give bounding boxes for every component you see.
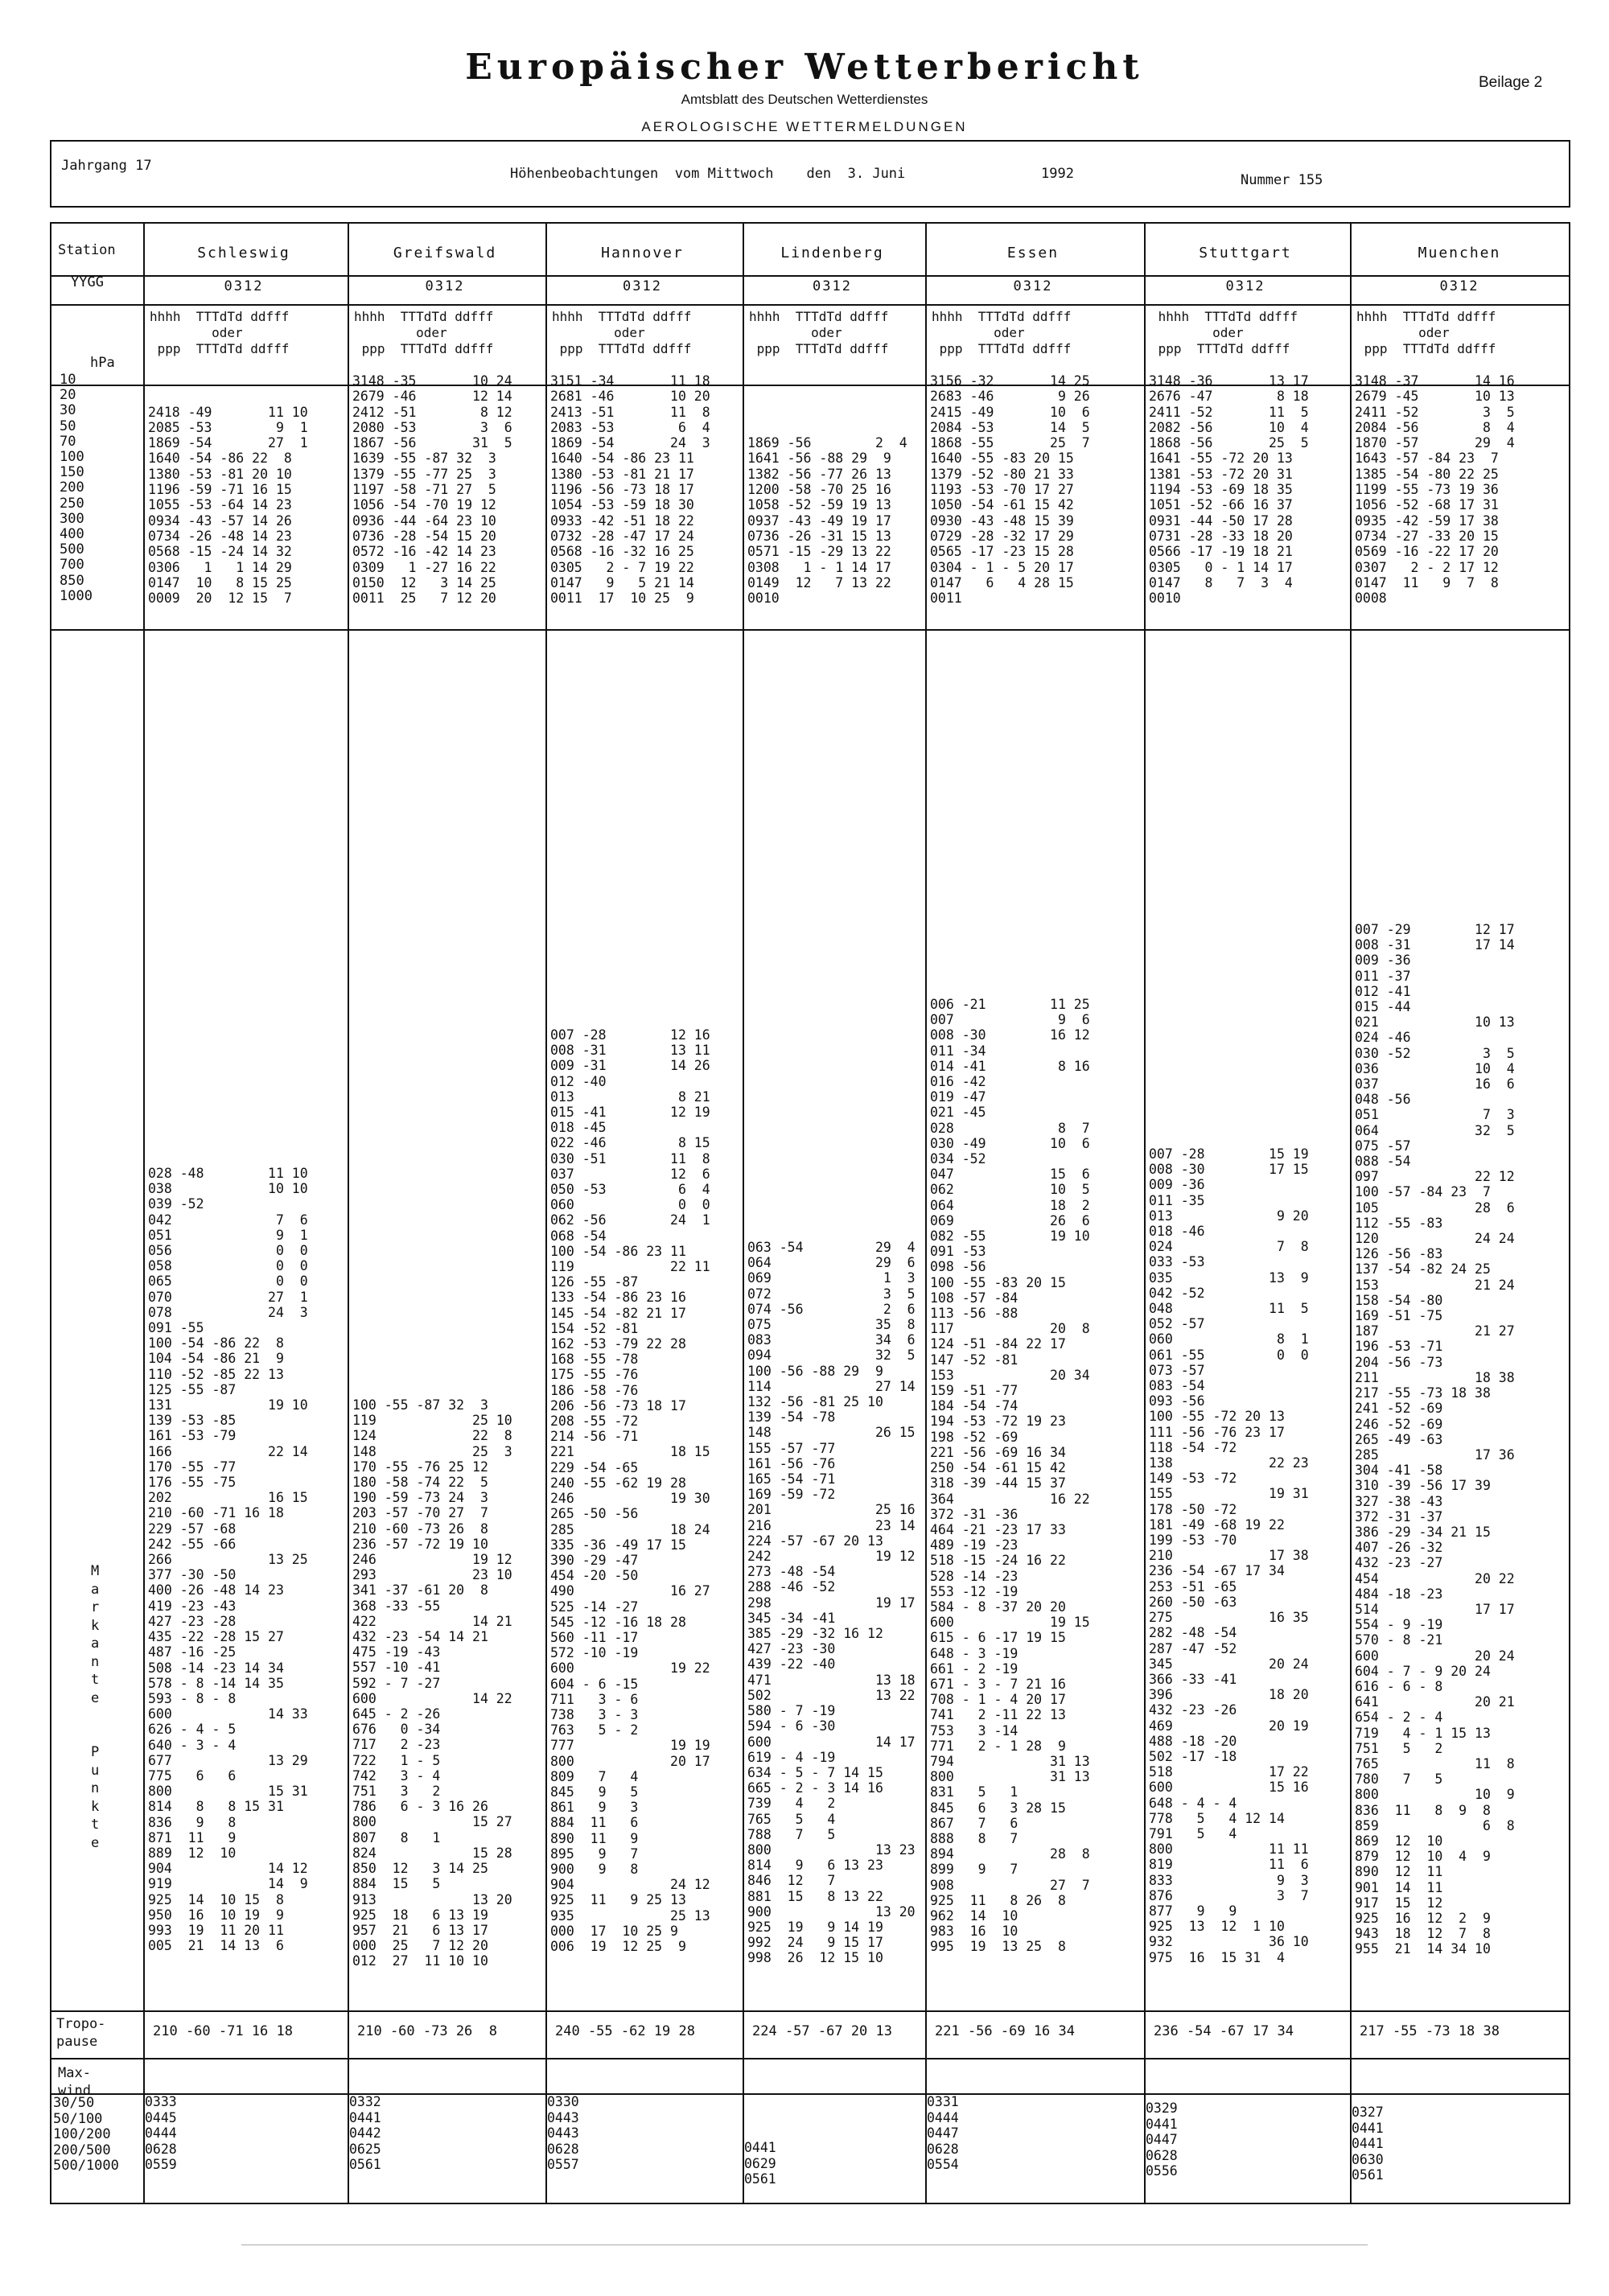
station-column-divider: [143, 224, 145, 2203]
station-name: Schleswig: [197, 245, 290, 261]
section-title: AEROLOGISCHE WETTERMELDUNGEN: [641, 119, 968, 134]
tropopause-label: Tropo- pause: [56, 2016, 106, 2050]
station-label: Station: [58, 242, 116, 258]
pressure-levels: 10 20 30 50 70 100 150 200 250 300 400 500 700 850 1000: [60, 372, 93, 604]
column-header: hhhh TTTdTd ddfff oder ppp TTTdTd ddfff: [150, 309, 290, 356]
column-header: hhhh TTTdTd ddfff oder ppp TTTdTd ddfff: [932, 309, 1072, 356]
station-column-divider: [1350, 224, 1352, 2203]
column-header: hhhh TTTdTd ddfff oder ppp TTTdTd ddfff: [354, 309, 494, 356]
hpa-label: hPa: [90, 355, 115, 371]
station-yygg: 0312: [1013, 278, 1053, 294]
tropopause-value: 236 -54 -67 17 34: [1154, 2023, 1294, 2039]
tropopause-value: 221 -56 -69 16 34: [935, 2023, 1075, 2039]
table-row-divider: [51, 2093, 1569, 2095]
tropopause-value: 224 -57 -67 20 13: [752, 2023, 892, 2039]
maxwind-values: 0327 0441 0441 0630 0561: [1352, 2105, 1384, 2183]
significant-points: 007 -29 12 17 008 -31 17 14 009 -36 011 -37 012 -41 015 -44 021 10 13 024 -46 030 -52 3 5 036 10 4 037 16 6 048 -56 051 7 3 064 32 5 075 -57 088 -54 097 22 12 100 -57 -84 23 7 105 28 6 112 -55 -83 120 24 24 126 -56 -83 137 -54 -82 24 25 153 21 24 158 -54 -80 169 -51 -75 187 21 27 196 -53 -71 204 -56 -73 211 18 38 217 -55 -73 18 38 241 -52 -69 246 -52 -69 265 -49 -63 285 17 36 304 -41 -58 310 -39 -56 17 39 327 -38 -43 372 -31 -37 386 -29 -34 21 15 407 -26 -32 432 -23 -27 454 20 22 484 -18 -23 514 17 17 554 - 9 -19 570 - 8 -21 600 20 24 604 - 7 - 9 20 24 616 - 6 - 8 641 20 21 654 - 2 - 4 719 4 - 1 15 13 751 5 2 765 11 8 780 7 5 800 10 9 836 11 8 9 8 859 6 8 869 12 10 879 12 10 4 9 890 12 11 901 14 11 917 15 12 925 16 12 2 9 943 18 12 7 8 955 21 14 34 10: [1355, 922, 1515, 1957]
significant-points: 006 -21 11 25 007 9 6 008 -30 16 12 011 -34 014 -41 8 16 016 -42 019 -47 021 -45 028 8 7 030 -49 10 6 034 -52 047 15 6 062 10 5 064 18 2 069 26 6 082 -55 19 10 091 -53 098 -56 100 -55 -83 20 15 108 -57 -84 113 -56 -88 117 20 8 124 -51 -84 22 17 147 -52 -81 153 20 34 159 -51 -77 184 -54 -74 194 -53 -72 19 23 198 -52 -69 221 -56 -69 16 34 250 -54 -61 15 42 318 -39 -44 15 37 364 16 22 372 -31 -36 464 -21 -23 17 33 489 -19 -23 518 -15 -24 16 22 528 -14 -23 553 -12 -19 584 - 8 -37 20 20 600 19 15 615 - 6 -17 19 15 648 - 3 -19 661 - 2 -19 671 - 3 - 7 21 16 708 - 1 - 4 20 17 741 2 -11 22 13 753 3 -14 771 2 - 1 28 9 794 31 13 800 31 13 831 5 1 845 6 3 28 15 867 7 6 888 8 7 894 28 8 899 9 7 908 27 7 925 11 8 26 8 962 14 10 983 16 10 995 19 13 25 8: [930, 997, 1090, 1955]
page-title: Europäischer Wetterbericht: [465, 47, 1144, 88]
tropopause-value: 217 -55 -73 18 38: [1360, 2023, 1500, 2039]
beilage-label: Beilage 2: [1479, 74, 1543, 91]
station-column-divider: [743, 224, 744, 2203]
tropopause-value: 210 -60 -71 16 18: [153, 2023, 293, 2039]
tropopause-value: 240 -55 -62 19 28: [555, 2023, 695, 2039]
station-column-divider: [545, 224, 547, 2203]
maxwind-values: 0441 0629 0561: [744, 2140, 776, 2187]
tropopause-value: 210 -60 -73 26 8: [357, 2023, 497, 2039]
maxwind-levels: 30/50 50/100 100/200 200/500 500/1000: [53, 2095, 119, 2174]
nummer-label: Nummer 155: [1241, 172, 1323, 188]
station-name-divider: [51, 275, 1569, 277]
station-name: Stuttgart: [1199, 245, 1292, 261]
maxwind-label: Max- wind: [58, 2065, 91, 2099]
station-name: Hannover: [601, 245, 684, 261]
maxwind-values: 0332 0441 0442 0625 0561: [349, 2094, 381, 2172]
station-yygg: 0312: [623, 278, 662, 294]
issue-info-bar: [50, 140, 1570, 208]
jahrgang-label: Jahrgang 17: [61, 158, 152, 174]
table-row-divider: [51, 2058, 1569, 2059]
table-row-divider: [51, 2010, 1569, 2012]
year-label: 1992: [1041, 166, 1074, 182]
station-name: Lindenberg: [780, 245, 884, 261]
standard-levels: 2418 -49 11 10 2085 -53 9 1 1869 -54 27 1 1640 -54 -86 22 8 1380 -53 -81 20 10 1196 -59 -71 16 15 1055 -53 -64 14 23 0934 -43 -57 14 26 0734 -26 -48 14 23 0568 -15 -24 14 32 0306 1 1 14 29 0147 10 8 15 25 0009 20 12 15 7: [148, 404, 308, 607]
significant-points: 063 -54 29 4 064 29 6 069 1 3 072 3 5 074 -56 2 6 075 35 8 083 34 6 094 32 5 100 -56 -88 29 9 114 27 14 132 -56 -81 25 10 139 -54 -78 148 26 15 155 -57 -77 161 -56 -76 165 -54 -71 169 -59 -72 201 25 16 216 23 14 224 -57 -67 20 13 242 19 12 273 -48 -54 288 -46 -52 298 19 17 345 -34 -41 385 -29 -32 16 12 427 -23 -30 439 -22 -40 471 13 18 502 13 22 580 - 7 -19 594 - 6 -30 600 14 17 619 - 4 -19 634 - 5 - 7 14 15 665 - 2 - 3 14 16 739 4 2 765 5 4 788 7 5 800 13 23 814 9 6 13 23 846 12 7 881 15 8 13 22 900 13 20 925 19 9 14 19 992 24 9 15 17 998 26 12 15 10: [747, 1240, 916, 1966]
maxwind-values: 0329 0441 0447 0628 0556: [1146, 2101, 1178, 2179]
station-column-divider: [348, 224, 349, 2203]
standard-levels: 3151 -34 11 18 2681 -46 10 20 2413 -51 11 8 2083 -53 6 4 1869 -54 24 3 1640 -54 -86 23 11 1380 -53 -81 21 17 1196 -56 -73 18 17 1054 -53 -59 18 30 0933 -42 -51 18 22 0732 -28 -47 17 24 0568 -16 -32 16 25 0305 2 - 7 19 22 0147 9 5 21 14 0011 17 10 25 9: [550, 373, 710, 607]
observation-date: Höhenbeobachtungen vom Mittwoch den 3. Juni: [510, 166, 906, 182]
station-column-divider: [1144, 224, 1146, 2203]
station-yygg: 0312: [1439, 278, 1479, 294]
station-column-divider: [925, 224, 927, 2203]
table-row-divider: [51, 629, 1569, 631]
table-row-divider: [51, 304, 1569, 306]
standard-levels: 1869 -56 2 4 1641 -56 -88 29 9 1382 -56 -77 26 13 1200 -58 -70 25 16 1058 -52 -59 19 13 0937 -43 -49 19 17 0736 -26 -31 15 13 0571 -15 -29 13 22 0308 1 - 1 14 17 0149 12 7 13 22 0010: [747, 435, 907, 607]
maxwind-values: 0331 0444 0447 0628 0554: [927, 2094, 959, 2172]
station-yygg: 0312: [813, 278, 852, 294]
page-subtitle: Amtsblatt des Deutschen Wetterdienstes: [681, 92, 928, 107]
station-yygg: 0312: [425, 278, 465, 294]
markante-punkte-label: M a r k a n t e P u n k t e: [91, 1563, 100, 1851]
station-yygg: 0312: [1225, 278, 1265, 294]
station-yygg: 0312: [224, 278, 264, 294]
standard-levels: 3148 -37 14 16 2679 -45 10 13 2411 -52 3 5 2084 -56 8 4 1870 -57 29 4 1643 -57 -84 23 7 1385 -54 -80 22 25 1199 -55 -73 19 36 1056 -52 -68 17 31 0935 -42 -59 17 38 0734 -27 -33 20 15 0569 -16 -22 17 20 0307 2 - 2 17 12 0147 11 9 7 8 0008: [1355, 373, 1515, 607]
significant-points: 028 -48 11 10 038 10 10 039 -52 042 7 6 051 9 1 056 0 0 058 0 0 065 0 0 070 27 1 078 24 3 091 -55 100 -54 -86 22 8 104 -54 -86 21 9 110 -52 -85 22 13 125 -55 -87 131 19 10 139 -53 -85 161 -53 -79 166 22 14 170 -55 -77 176 -55 -75 202 16 15 210 -60 -71 16 18 229 -57 -68 242 -55 -66 266 13 25 377 -30 -50 400 -26 -48 14 23 419 -23 -43 427 -23 -28 435 -22 -28 15 27 487 -16 -25 508 -14 -23 14 34 578 - 8 -14 14 35 593 - 8 - 8 600 14 33 626 - 4 - 5 640 - 3 - 4 677 13 29 775 6 6 800 15 31 814 8 8 15 31 836 9 8 871 11 9 889 12 10 904 14 12 919 14 9 925 14 10 15 8 950 16 10 19 9 993 19 11 20 11 005 21 14 13 6: [148, 1166, 308, 1954]
station-name: Essen: [1006, 245, 1060, 261]
station-name: Muenchen: [1418, 245, 1501, 261]
column-header: hhhh TTTdTd ddfff oder ppp TTTdTd ddfff: [749, 309, 889, 356]
standard-levels: 3156 -32 14 25 2683 -46 9 26 2415 -49 10 6 2084 -53 14 5 1868 -55 25 7 1640 -55 -83 20 15 1379 -52 -80 21 33 1193 -53 -70 17 27 1050 -54 -61 15 42 0930 -43 -48 15 39 0729 -28 -32 17 29 0565 -17 -23 15 28 0304 - 1 - 5 20 17 0147 6 4 28 15 0011: [930, 373, 1090, 607]
significant-points: 007 -28 12 16 008 -31 13 11 009 -31 14 26 012 -40 013 8 21 015 -41 12 19 018 -45 022 -46 8 15 030 -51 11 8 037 12 6 050 -53 6 4 060 0 0 062 -56 24 1 068 -54 100 -54 -86 23 11 119 22 11 126 -55 -87 133 -54 -86 23 16 145 -54 -82 21 17 154 -52 -81 162 -53 -79 22 28 168 -55 -78 175 -55 -76 186 -58 -76 206 -56 -73 18 17 208 -55 -72 214 -56 -71 221 18 15 229 -54 -65 240 -55 -62 19 28 246 19 30 265 -50 -56 285 18 24 335 -36 -49 17 15 390 -29 -47 454 -20 -50 490 16 27 525 -14 -27 545 -12 -16 18 28 560 -11 -17 572 -10 -19 600 19 22 604 - 6 -15 711 3 - 6 738 3 - 3 763 5 - 2 777 19 19 800 20 17 809 7 4 845 9 5 861 9 3 884 11 6 890 11 9 895 9 7 900 9 8 904 24 12 925 11 9 25 13 935 25 13 000 17 10 25 9 006 19 12 25 9: [550, 1027, 710, 1954]
standard-levels: 3148 -36 13 17 2676 -47 8 18 2411 -52 11 5 2082 -56 10 4 1868 -56 25 5 1641 -55 -72 20 13 1381 -53 -72 20 31 1194 -53 -69 18 35 1051 -52 -66 16 37 0931 -44 -50 17 28 0731 -28 -33 18 20 0566 -17 -19 18 21 0305 0 - 1 14 17 0147 8 7 3 4 0010: [1149, 373, 1309, 607]
standard-levels: 3148 -35 10 24 2679 -46 12 14 2412 -51 8 12 2080 -53 3 6 1867 -56 31 5 1639 -55 -87 32 3 1379 -55 -77 25 3 1197 -58 -71 27 5 1056 -54 -70 19 12 0936 -44 -64 23 10 0736 -28 -54 15 20 0572 -16 -42 14 23 0309 1 -27 16 22 0150 12 3 14 25 0011 25 7 12 20: [352, 373, 512, 607]
significant-points: 007 -28 15 19 008 -30 17 15 009 -36 011 -35 013 9 20 018 -46 024 7 8 033 -53 035 13 9 042 -52 048 11 5 052 -57 060 8 1 061 -55 0 0 073 -57 083 -54 093 -56 100 -55 -72 20 13 111 -56 -76 23 17 118 -54 -72 138 22 23 149 -53 -72 155 19 31 178 -50 -72 181 -49 -68 19 22 199 -53 -70 210 17 38 236 -54 -67 17 34 253 -51 -65 260 -50 -63 275 16 35 282 -48 -54 287 -47 -52 345 20 24 366 -33 -41 396 18 20 432 -23 -26 469 20 19 488 -18 -20 502 -17 -18 518 17 22 600 15 16 648 - 4 - 4 778 5 4 12 14 791 5 4 800 11 11 819 11 6 833 9 3 876 3 7 877 9 9 925 13 12 1 10 932 36 10 975 16 15 31 4: [1149, 1146, 1309, 1965]
column-header: hhhh TTTdTd ddfff oder ppp TTTdTd ddfff: [1356, 309, 1496, 356]
yygg-label: YYGG: [71, 274, 104, 290]
maxwind-values: 0330 0443 0443 0628 0557: [547, 2094, 579, 2172]
maxwind-values: 0333 0445 0444 0628 0559: [145, 2094, 177, 2172]
significant-points: 100 -55 -87 32 3 119 25 10 124 22 8 148 25 3 170 -55 -76 25 12 180 -58 -74 22 5 190 -59 -73 24 3 203 -57 -70 27 7 210 -60 -73 26 8 236 -57 -72 19 10 246 19 12 293 23 10 341 -37 -61 20 8 368 -33 -55 422 14 21 432 -23 -54 14 21 475 -19 -43 557 -10 -41 592 - 7 -27 600 14 22 645 - 2 -26 676 0 -34 717 2 -23 722 1 - 5 742 3 - 4 751 3 2 786 6 - 3 16 26 800 15 27 807 8 1 824 15 28 850 12 3 14 25 884 15 5 913 13 20 925 18 6 13 19 957 21 6 13 17 000 25 7 12 20 012 27 11 10 10: [352, 1397, 512, 1969]
column-header: hhhh TTTdTd ddfff oder ppp TTTdTd ddfff: [552, 309, 692, 356]
column-header: hhhh TTTdTd ddfff oder ppp TTTdTd ddfff: [1158, 309, 1298, 356]
station-name: Greifswald: [393, 245, 497, 261]
